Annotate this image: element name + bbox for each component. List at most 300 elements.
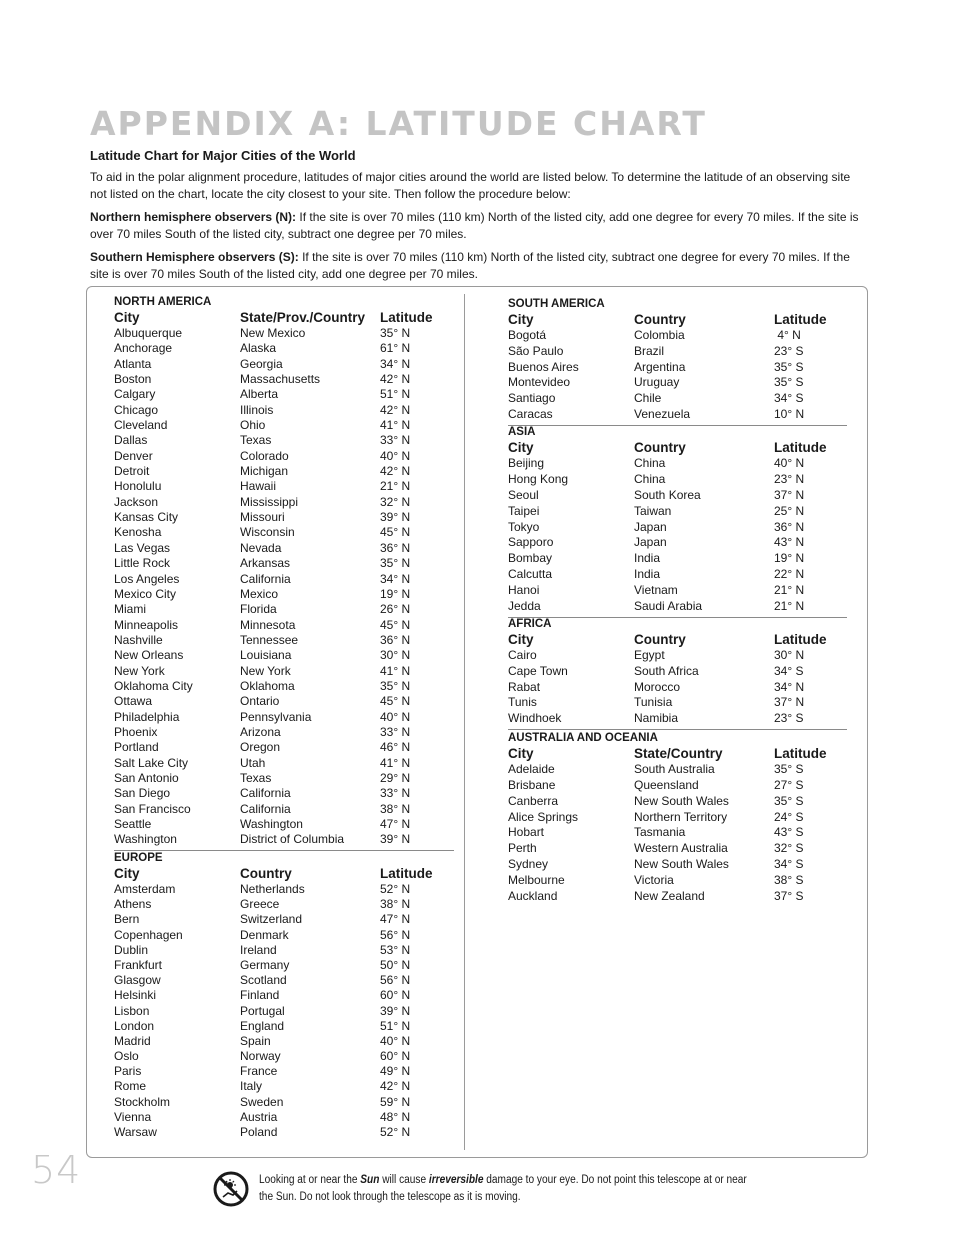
latitude-cell: 61° N xyxy=(380,341,411,356)
location-cell: Spain xyxy=(240,1033,271,1048)
city-cell: Jackson xyxy=(114,494,159,509)
table-row xyxy=(114,882,450,897)
table-row xyxy=(114,418,450,433)
warning-text-after: damage to your eye. Do not point this telescope at or near the Sun. Do not look through the telescope as it is moving. xyxy=(259,1174,747,1203)
latitude-cell: 41° N xyxy=(380,755,411,770)
latitude-cell: 39° N xyxy=(380,832,411,847)
table-row xyxy=(508,664,844,680)
table-row xyxy=(114,464,450,479)
city-cell: Auckland xyxy=(508,888,558,903)
table-row xyxy=(114,740,450,755)
city-cell: Athens xyxy=(114,897,152,912)
table-row xyxy=(508,695,844,711)
column-divider xyxy=(464,294,465,1150)
city-cell: Detroit xyxy=(114,464,150,479)
table-rows xyxy=(508,456,844,615)
latitude-cell: 35° S xyxy=(774,375,804,390)
city-cell: Hanoi xyxy=(508,583,540,598)
latitude-cell: 35° S xyxy=(774,762,804,776)
location-cell: Brazil xyxy=(634,343,665,358)
latitude-cell: 34° S xyxy=(774,391,804,406)
region-separator xyxy=(114,850,454,851)
table-row xyxy=(114,710,450,725)
city-cell: Boston xyxy=(114,372,152,387)
latitude-cell: 42° N xyxy=(380,1079,411,1094)
city-cell: Salt Lake City xyxy=(114,755,189,770)
table-row xyxy=(114,897,450,912)
city-cell: Calcutta xyxy=(508,567,553,582)
city-cell: Bern xyxy=(114,912,140,927)
table-row xyxy=(508,520,844,536)
city-cell: Rome xyxy=(114,1079,147,1094)
header-city: City xyxy=(508,312,534,327)
table-row xyxy=(508,680,844,696)
city-cell: Minneapolis xyxy=(114,617,179,632)
latitude-cell: 42° N xyxy=(380,402,411,417)
location-cell: California xyxy=(240,801,291,816)
location-cell: Alaska xyxy=(240,341,277,356)
table-row xyxy=(114,556,450,571)
city-cell: Lisbon xyxy=(114,1003,150,1018)
table-row xyxy=(114,648,450,663)
table-row xyxy=(114,943,450,958)
city-cell: Bombay xyxy=(508,551,553,566)
latitude-cell: 47° N xyxy=(380,817,411,831)
city-cell: Windhoek xyxy=(508,711,562,726)
latitude-cell: 41° N xyxy=(380,663,411,678)
location-cell: Texas xyxy=(240,770,272,785)
region-europe xyxy=(114,852,450,1140)
latitude-cell: 60° N xyxy=(380,988,411,1003)
location-cell: Colorado xyxy=(240,448,289,463)
city-cell: Madrid xyxy=(114,1033,151,1048)
city-cell: Sydney xyxy=(508,857,549,872)
table-row xyxy=(114,479,450,494)
location-cell: France xyxy=(240,1064,278,1079)
latitude-cell: 49° N xyxy=(380,1064,411,1079)
latitude-cell: 22° N xyxy=(774,567,805,582)
table-row xyxy=(114,495,450,510)
table-row xyxy=(114,572,450,587)
city-cell: New York xyxy=(114,663,165,678)
latitude-cell: 43° N xyxy=(774,535,805,550)
latitude-cell: 45° N xyxy=(380,525,411,540)
latitude-cell: 37° N xyxy=(774,487,805,502)
table-row xyxy=(114,587,450,602)
table-rows xyxy=(508,328,844,423)
city-cell: Santiago xyxy=(508,391,556,406)
latitude-cell: 30° N xyxy=(380,648,411,663)
table-row xyxy=(114,449,450,464)
intro-section xyxy=(90,148,866,289)
table-row xyxy=(508,873,844,889)
header-latitude: Latitude xyxy=(774,746,827,761)
city-cell: Little Rock xyxy=(114,556,171,571)
table-rows xyxy=(114,882,450,1140)
location-cell: Ontario xyxy=(240,694,280,709)
latitude-cell: 34° N xyxy=(380,356,411,371)
latitude-cell: 10° N xyxy=(774,406,805,421)
city-cell: Kansas City xyxy=(114,510,179,525)
location-cell: Namibia xyxy=(634,711,679,726)
location-cell: Texas xyxy=(240,433,272,448)
latitude-cell: 26° N xyxy=(380,602,411,617)
city-cell: Bogotá xyxy=(508,328,547,342)
city-cell: Ottawa xyxy=(114,694,153,709)
location-cell: Italy xyxy=(240,1079,263,1094)
region-title: AUSTRALIA AND OCEANIA xyxy=(508,732,658,744)
location-cell: Arizona xyxy=(240,724,281,739)
location-cell: Mexico xyxy=(240,586,279,601)
table-rows xyxy=(114,326,450,848)
location-cell: Ireland xyxy=(240,942,277,957)
region-south-america xyxy=(508,298,844,423)
location-cell: Wisconsin xyxy=(240,525,295,540)
city-cell: Copenhagen xyxy=(114,927,183,942)
location-cell: Morocco xyxy=(634,679,681,694)
city-cell: Cape Town xyxy=(508,663,568,678)
table-row xyxy=(114,602,450,617)
latitude-cell: 4° N xyxy=(774,328,801,342)
table-row xyxy=(114,1019,450,1034)
city-cell: Miami xyxy=(114,602,146,617)
city-cell: Stockholm xyxy=(114,1094,171,1109)
latitude-cell: 34° N xyxy=(380,571,411,586)
city-cell: Montevideo xyxy=(508,375,571,390)
city-cell: Taipei xyxy=(508,503,540,518)
location-cell: Japan xyxy=(634,519,667,534)
city-cell: Helsinki xyxy=(114,988,157,1003)
header-city: City xyxy=(114,866,140,881)
header-country: Country xyxy=(634,632,686,647)
table-row xyxy=(114,1079,450,1094)
latitude-cell: 21° N xyxy=(774,599,805,614)
location-cell: China xyxy=(634,456,666,470)
table-row xyxy=(114,633,450,648)
location-cell: Poland xyxy=(240,1125,278,1139)
location-cell: New South Wales xyxy=(634,793,729,808)
latitude-cell: 35° S xyxy=(774,793,804,808)
table-row xyxy=(114,341,450,356)
latitude-cell: 42° N xyxy=(380,372,411,387)
location-cell: Tennessee xyxy=(240,632,299,647)
region-title: ASIA xyxy=(508,426,536,438)
location-cell: Washington xyxy=(240,817,303,831)
location-cell: Colombia xyxy=(634,328,685,342)
location-cell: Tunisia xyxy=(634,695,673,710)
latitude-cell: 51° N xyxy=(380,1018,411,1033)
location-cell: Sweden xyxy=(240,1094,284,1109)
table-header xyxy=(114,865,450,882)
location-cell: South Australia xyxy=(634,762,715,776)
location-cell: Egypt xyxy=(634,648,665,662)
location-cell: Oregon xyxy=(240,740,281,755)
location-cell: Oklahoma xyxy=(240,678,295,693)
table-row xyxy=(508,648,844,664)
table-row xyxy=(508,344,844,360)
table-row xyxy=(114,403,450,418)
location-cell: Hawaii xyxy=(240,479,277,494)
table-row xyxy=(114,988,450,1003)
city-cell: Beijing xyxy=(508,456,545,470)
latitude-cell: 52° N xyxy=(380,882,411,896)
latitude-cell: 30° N xyxy=(774,648,805,662)
city-cell: Mexico City xyxy=(114,586,177,601)
city-cell: Vienna xyxy=(114,1109,152,1124)
latitude-cell: 40° N xyxy=(380,709,411,724)
city-cell: Amsterdam xyxy=(114,882,176,896)
location-cell: China xyxy=(634,471,666,486)
location-cell: Uruguay xyxy=(634,375,680,390)
location-cell: New York xyxy=(240,663,291,678)
region-title: AFRICA xyxy=(508,618,552,630)
city-cell: Dallas xyxy=(114,433,148,448)
table-row xyxy=(508,375,844,391)
table-header xyxy=(508,439,844,456)
header-city: City xyxy=(508,632,534,647)
table-row xyxy=(508,535,844,551)
city-cell: Cleveland xyxy=(114,418,168,433)
latitude-cell: 24° S xyxy=(774,809,804,824)
region-title: EUROPE xyxy=(114,852,163,864)
table-header xyxy=(508,745,844,762)
table-row xyxy=(114,664,450,679)
table-row xyxy=(114,973,450,988)
latitude-cell: 40° N xyxy=(774,456,805,470)
location-cell: Finland xyxy=(240,988,280,1003)
location-cell: Utah xyxy=(240,755,266,770)
table-row xyxy=(114,802,450,817)
table-row xyxy=(508,599,844,615)
city-cell: Adelaide xyxy=(508,762,555,776)
latitude-cell: 33° N xyxy=(380,786,411,801)
table-row xyxy=(114,1064,450,1079)
latitude-cell: 53° N xyxy=(380,942,411,957)
location-cell: California xyxy=(240,786,291,801)
table-row xyxy=(114,618,450,633)
table-row xyxy=(114,756,450,771)
page-number: 54 xyxy=(31,1148,82,1192)
location-cell: New Zealand xyxy=(634,888,705,903)
latitude-cell: 43° S xyxy=(774,825,804,840)
table-row xyxy=(508,778,844,794)
latitude-cell: 33° N xyxy=(380,433,411,448)
location-cell: Pennsylvania xyxy=(240,709,312,724)
table-row xyxy=(508,551,844,567)
latitude-cell: 39° N xyxy=(380,1003,411,1018)
table-row xyxy=(114,387,450,402)
table-row xyxy=(114,679,450,694)
latitude-cell: 51° N xyxy=(380,387,411,402)
page-title: APPENDIX A: LATITUDE CHART xyxy=(90,104,707,143)
city-cell: Oklahoma City xyxy=(114,678,193,693)
region-australia-oceania xyxy=(508,732,844,905)
city-cell: Dublin xyxy=(114,942,149,957)
latitude-cell: 35° N xyxy=(380,326,411,340)
table-header xyxy=(114,309,450,326)
latitude-cell: 52° N xyxy=(380,1125,411,1139)
section-subtitle: Latitude Chart for Major Cities of the World xyxy=(90,148,356,163)
city-cell: Las Vegas xyxy=(114,540,171,555)
location-cell: South Korea xyxy=(634,487,701,502)
location-cell: Austria xyxy=(240,1109,278,1124)
northern-paragraph xyxy=(90,209,866,242)
location-cell: Arkansas xyxy=(240,556,291,571)
table-row xyxy=(508,407,844,423)
city-cell: Honolulu xyxy=(114,479,162,494)
latitude-cell: 29° N xyxy=(380,770,411,785)
table-row xyxy=(508,504,844,520)
latitude-cell: 56° N xyxy=(380,973,411,988)
latitude-cell: 19° N xyxy=(380,586,411,601)
city-cell: Rabat xyxy=(508,679,541,694)
latitude-cell: 21° N xyxy=(380,479,411,494)
city-cell: Oslo xyxy=(114,1049,139,1064)
table-rows xyxy=(508,762,844,905)
latitude-cell: 25° N xyxy=(774,503,805,518)
location-cell: Minnesota xyxy=(240,617,296,632)
location-cell: Portugal xyxy=(240,1003,285,1018)
table-row xyxy=(508,567,844,583)
table-row xyxy=(508,472,844,488)
location-cell: Venezuela xyxy=(634,406,691,421)
table-row xyxy=(114,1095,450,1110)
table-row xyxy=(114,372,450,387)
table-row xyxy=(114,694,450,709)
latitude-cell: 60° N xyxy=(380,1049,411,1064)
table-row xyxy=(114,928,450,943)
location-cell: Chile xyxy=(634,391,662,406)
latitude-cell: 32° N xyxy=(380,494,411,509)
city-cell: Portland xyxy=(114,740,159,755)
header-country: Country xyxy=(634,440,686,455)
table-row xyxy=(114,771,450,786)
table-row xyxy=(508,391,844,407)
table-row xyxy=(508,583,844,599)
latitude-cell: 56° N xyxy=(380,927,411,942)
southern-label: Southern Hemisphere observers (S): xyxy=(90,250,299,264)
table-row xyxy=(114,510,450,525)
latitude-cell: 23° S xyxy=(774,711,804,726)
latitude-cell: 23° N xyxy=(774,471,805,486)
location-cell: Germany xyxy=(240,957,290,972)
city-cell: Buenos Aires xyxy=(508,359,579,374)
header-latitude: Latitude xyxy=(774,632,827,647)
latitude-cell: 37° S xyxy=(774,888,804,903)
latitude-cell: 21° N xyxy=(774,583,805,598)
southern-text: If the site is over 70 miles (110 km) North of the listed city, subtract one degree for every 70 miles. If the site is over 70 miles South of the listed city, add one degree per 70 miles. xyxy=(90,250,850,281)
latitude-cell: 35° N xyxy=(380,556,411,571)
table-row xyxy=(114,912,450,927)
city-cell: Glasgow xyxy=(114,973,161,988)
city-cell: Calgary xyxy=(114,387,156,402)
latitude-cell: 27° S xyxy=(774,777,804,792)
header-latitude: Latitude xyxy=(774,312,827,327)
table-row xyxy=(508,456,844,472)
city-cell: San Francisco xyxy=(114,801,191,816)
location-cell: Louisiana xyxy=(240,648,292,663)
location-cell: Northern Territory xyxy=(634,809,728,824)
latitude-cell: 34° N xyxy=(774,679,805,694)
city-cell: Tunis xyxy=(508,695,537,710)
location-cell: Denmark xyxy=(240,927,289,942)
latitude-cell: 23° S xyxy=(774,343,804,358)
location-cell: California xyxy=(240,571,291,586)
region-north-america xyxy=(114,296,450,848)
latitude-cell: 33° N xyxy=(380,724,411,739)
location-cell: Norway xyxy=(240,1049,281,1064)
city-cell: Brisbane xyxy=(508,777,556,792)
header-latitude: Latitude xyxy=(774,440,827,455)
table-header xyxy=(508,311,844,328)
city-cell: Jedda xyxy=(508,599,541,614)
latitude-cell: 36° N xyxy=(380,540,411,555)
location-cell: Vietnam xyxy=(634,583,678,598)
city-cell: San Antonio xyxy=(114,770,179,785)
location-cell: Taiwan xyxy=(634,503,672,518)
table-row xyxy=(114,1110,450,1125)
city-cell: San Diego xyxy=(114,786,171,801)
region-asia xyxy=(508,426,844,615)
city-cell: Canberra xyxy=(508,793,559,808)
location-cell: District of Columbia xyxy=(240,832,345,847)
location-cell: South Africa xyxy=(634,663,699,678)
location-cell: Argentina xyxy=(634,359,686,374)
city-cell: Phoenix xyxy=(114,724,158,739)
location-cell: Netherlands xyxy=(240,882,305,896)
table-rows xyxy=(508,648,844,727)
header-country: Country xyxy=(634,312,686,327)
city-cell: Seoul xyxy=(508,487,539,502)
table-row xyxy=(508,889,844,905)
location-cell: New Mexico xyxy=(240,326,306,340)
table-row xyxy=(114,433,450,448)
table-row xyxy=(508,360,844,376)
city-cell: Seattle xyxy=(114,817,152,831)
latitude-cell: 34° S xyxy=(774,857,804,872)
table-row xyxy=(508,328,844,344)
warning-text-middle: will cause xyxy=(379,1174,429,1186)
latitude-cell: 19° N xyxy=(774,551,805,566)
location-cell: Illinois xyxy=(240,402,274,417)
header-latitude: Latitude xyxy=(380,866,433,881)
location-cell: Victoria xyxy=(634,872,674,887)
city-cell: Perth xyxy=(508,841,537,856)
table-row xyxy=(114,1125,450,1140)
latitude-cell: 40° N xyxy=(380,448,411,463)
region-separator xyxy=(508,729,847,730)
city-cell: Cairo xyxy=(508,648,537,662)
no-sun-icon xyxy=(213,1171,249,1207)
city-cell: Warsaw xyxy=(114,1125,157,1139)
table-row xyxy=(114,1004,450,1019)
location-cell: Ohio xyxy=(240,418,266,433)
latitude-cell: 36° N xyxy=(380,632,411,647)
header-latitude: Latitude xyxy=(380,310,433,325)
location-cell: Greece xyxy=(240,897,280,912)
city-cell: Anchorage xyxy=(114,341,173,356)
city-cell: Melbourne xyxy=(508,872,565,887)
city-cell: Atlanta xyxy=(114,356,152,371)
latitude-cell: 38° N xyxy=(380,801,411,816)
city-cell: Kenosha xyxy=(114,525,162,540)
table-row xyxy=(114,1034,450,1049)
location-cell: Japan xyxy=(634,535,667,550)
city-cell: Alice Springs xyxy=(508,809,579,824)
latitude-cell: 35° N xyxy=(380,678,411,693)
header-city: City xyxy=(114,310,140,325)
latitude-cell: 36° N xyxy=(774,519,805,534)
